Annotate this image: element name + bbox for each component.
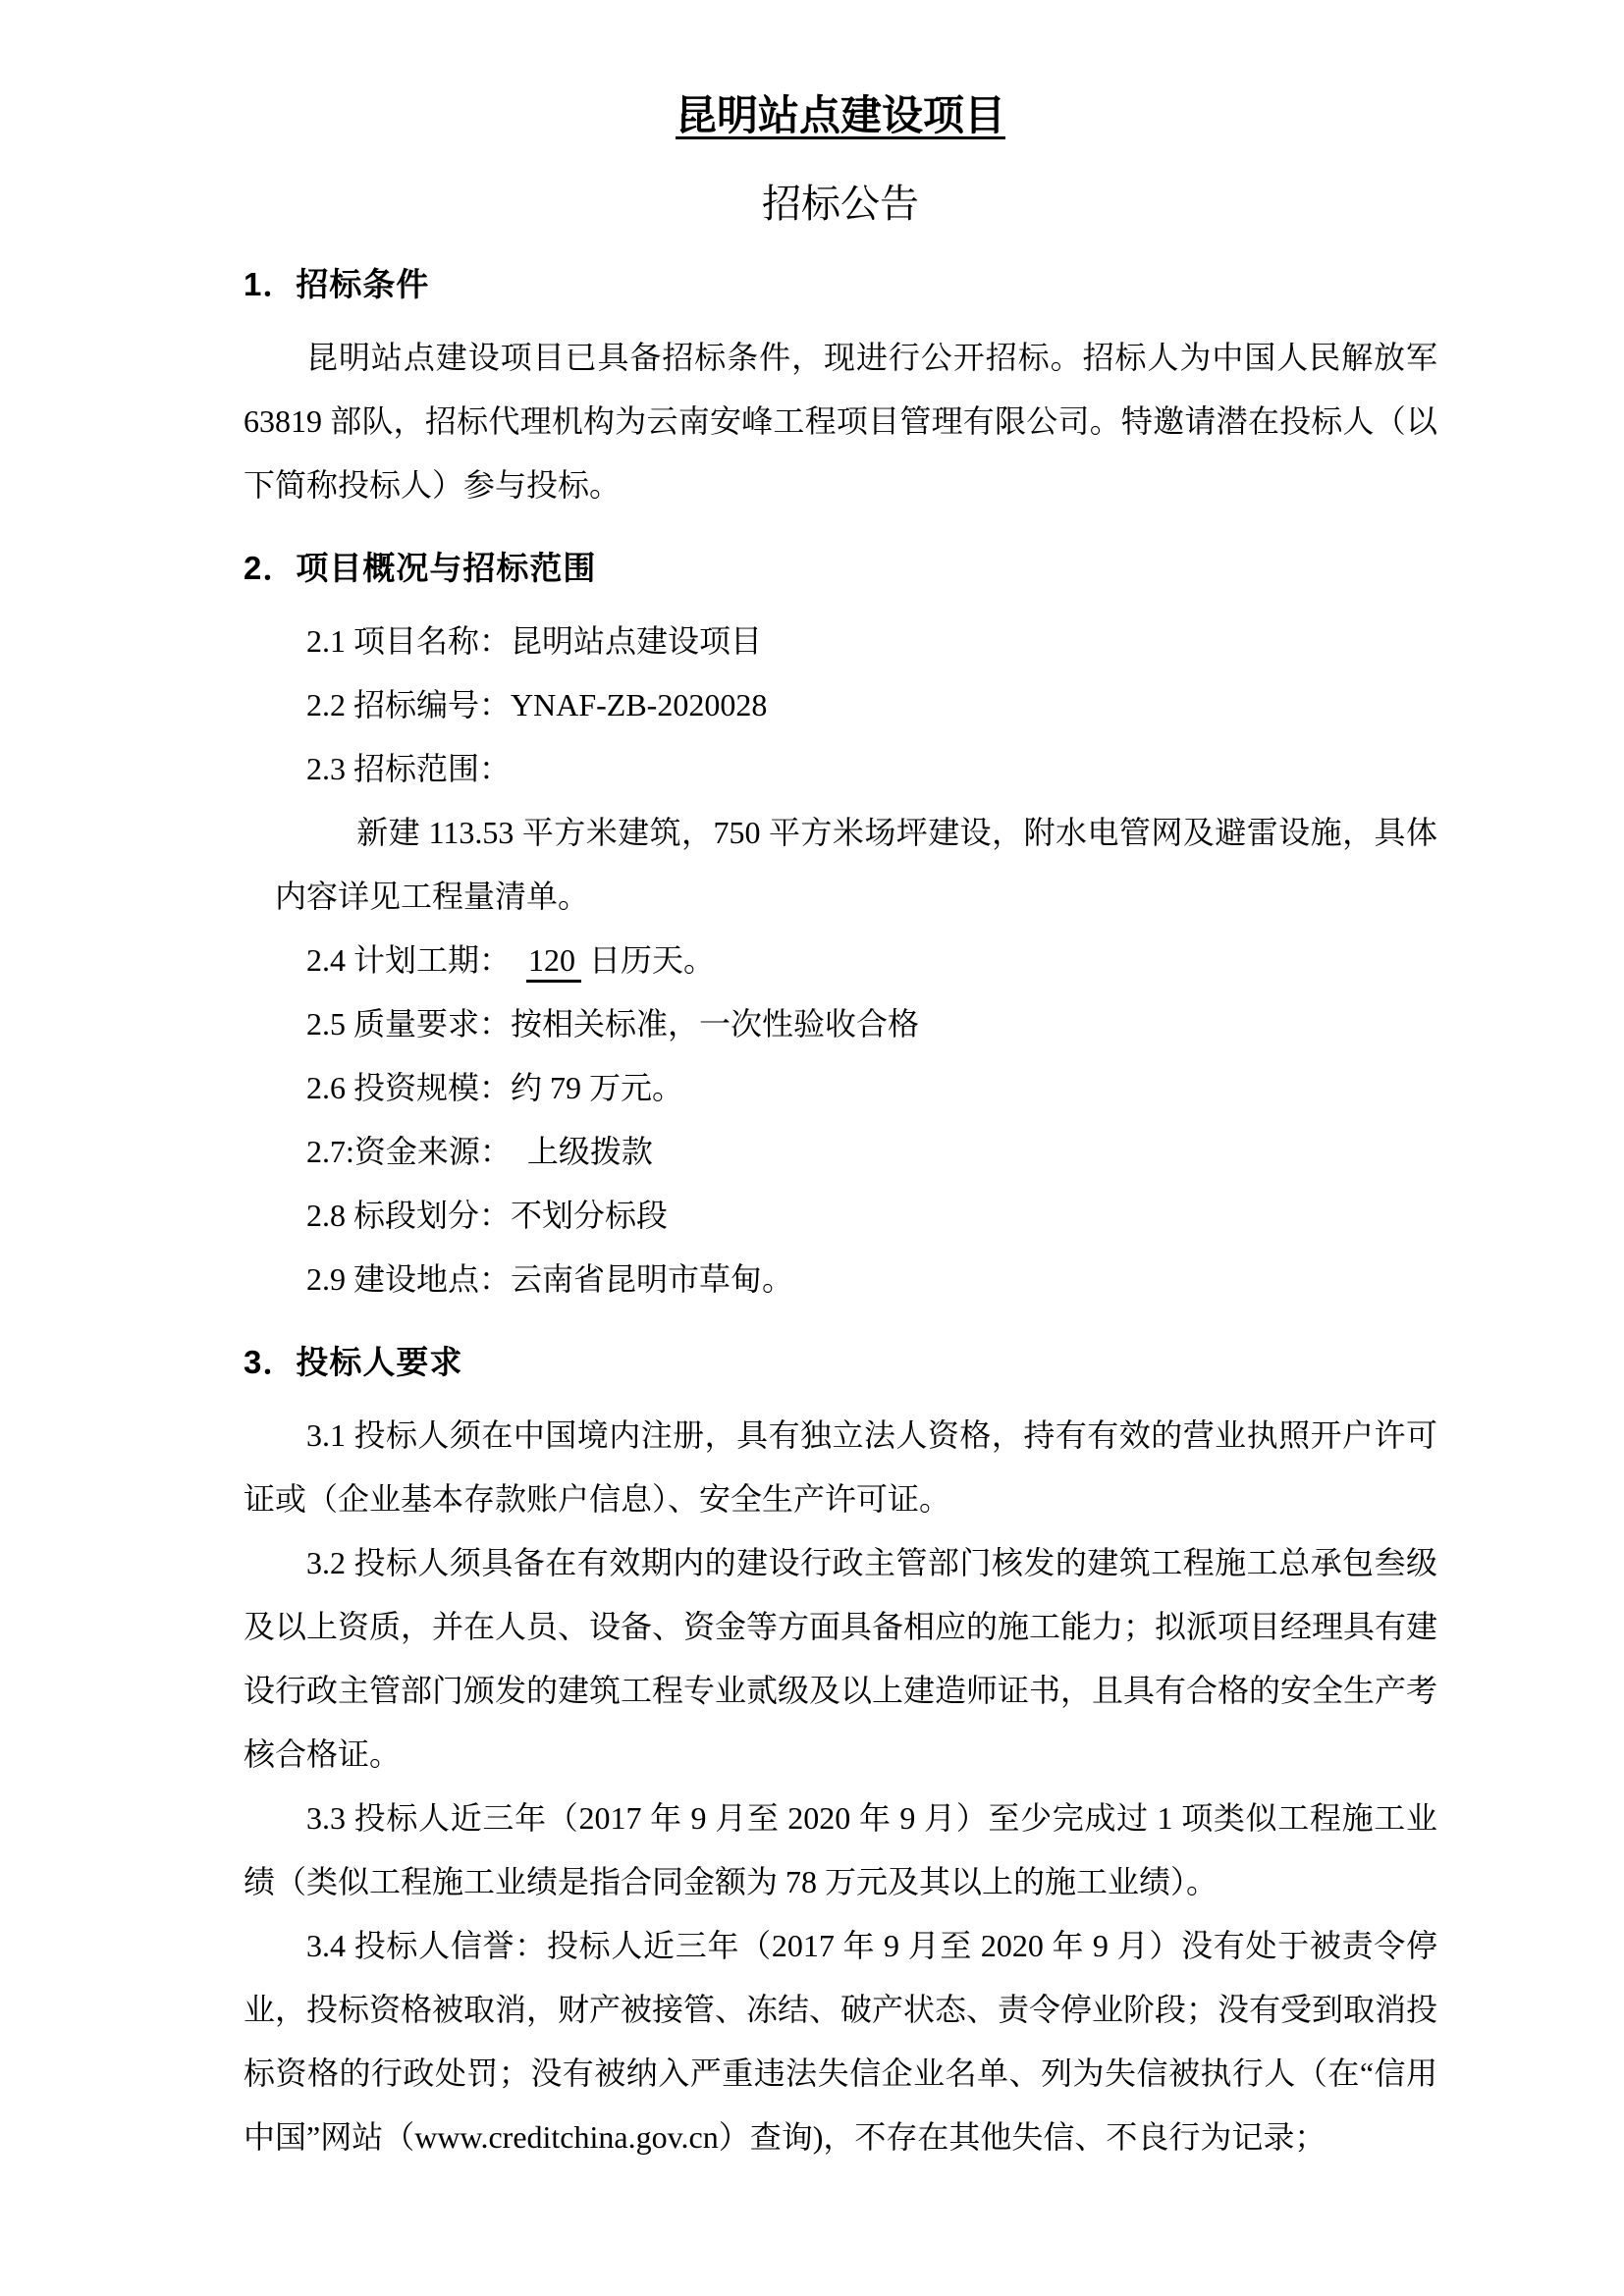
section-bidder-requirements [244,1341,1437,2169]
item-project-name: 2.1 项目名称：昆明站点建设项目 [306,623,763,659]
document-title: 昆明站点建设项目 [675,92,1005,138]
item-planned-duration [244,929,1437,992]
item-investment-scale: 2.6 投资规模：约 79 万元。 [306,1070,684,1105]
section-1-heading: 1．招标条件 [244,266,430,302]
section-2-heading: 2．项目概况与招标范围 [244,550,597,586]
section-project-overview [244,547,1437,1311]
planned-duration-label: 2.4 计划工期： [306,942,527,978]
item-tender-number: 2.2 招标编号：YNAF-ZB-2020028 [306,687,768,722]
item-quality-requirement: 2.5 质量要求：按相关标准，一次性验收合格 [306,1006,920,1041]
planned-duration-value: 120 [526,942,581,983]
item-funding-source: 2.7:资金来源： 上级拨款 [306,1134,653,1169]
planned-duration-unit: 日历天。 [581,942,716,978]
item-construction-location: 2.9 建设地点：云南省昆明市草甸。 [306,1261,794,1297]
section-3-heading: 3．投标人要求 [244,1344,463,1380]
item-lot-division: 2.8 标段划分：不划分标段 [306,1198,669,1233]
item-tender-scope-detail: 新建 113.53 平方米建筑，750 平方米场坪建设，附水电管网及避雷设施，具体内容详见工程量清单。 [275,815,1437,914]
para-bidder-reputation: 3.4 投标人信誉：投标人近三年（2017 年 9 月至 2020 年 9 月）没有处于被责令停业，投标资格被取消，财产被接管、冻结、破产状态、责令停业阶段；没有受到取消投标资格的行政处罚；没有被纳入严重违法失信企业名单、列为失信被执行人（在“信用中国”网站（www.creditchina.gov.cn）查询)，不存在其他失信、不良行为记录； [244,1928,1438,2155]
section-tender-conditions [244,263,1437,517]
document-subtitle: 招标公告 [762,183,919,226]
para-bidder-qualification: 3.2 投标人须具备在有效期内的建设行政主管部门核发的建筑工程施工总承包叁级及以上资质，并在人员、设备、资金等方面具备相应的施工能力；拟派项目经理具有建设行政主管部门颁发的建筑工程专业贰级及以上建造师证书，且具有合格的安全生产考核合格证。 [244,1545,1438,1772]
para-bidder-registration: 3.1 投标人须在中国境内注册，具有独立法人资格，持有有效的营业执照开户许可证或（企业基本存款账户信息）、安全生产许可证。 [244,1417,1437,1517]
section-1-paragraph: 昆明站点建设项目已具备招标条件，现进行公开招标。招标人为中国人民解放军 63819 部队，招标代理机构为云南安峰工程项目管理有限公司。特邀请潜在投标人（以下简称投标人）参与投标。 [244,340,1437,503]
item-tender-scope: 2.3 招标范围： [306,751,512,786]
para-bidder-performance: 3.3 投标人近三年（2017 年 9 月至 2020 年 9 月）至少完成过 1 项类似工程施工业绩（类似工程施工业绩是指合同金额为 78 万元及其以上的施工业绩）。 [244,1800,1437,1899]
